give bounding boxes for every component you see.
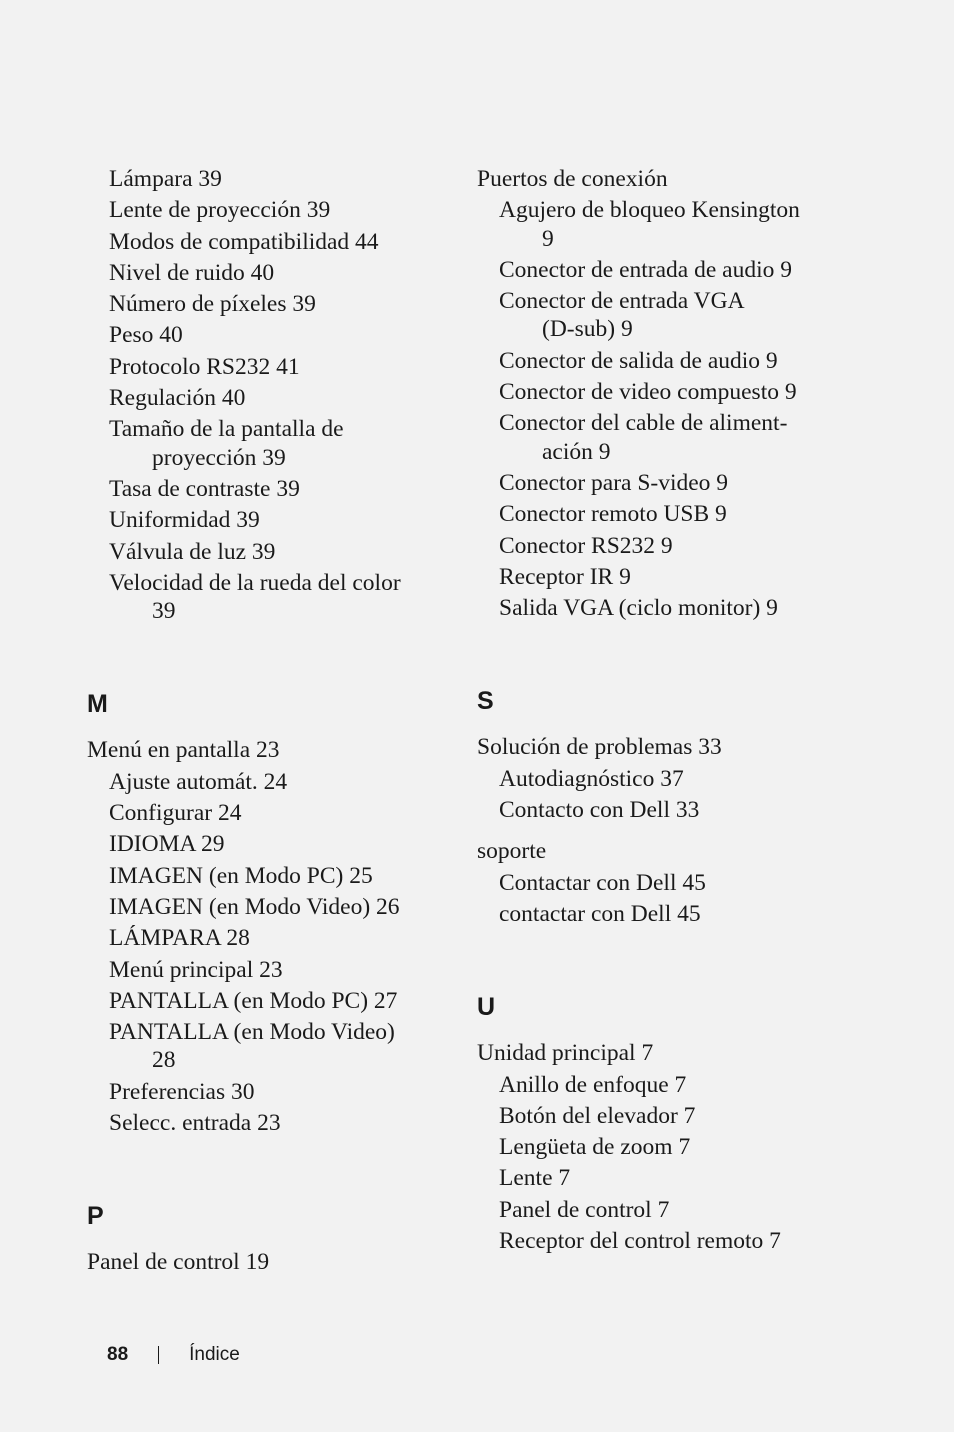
index-entry: soporte (477, 838, 547, 865)
index-subentry: Tamaño de la pantalla de (109, 416, 344, 443)
index-subentry: Selecc. entrada 23 (109, 1110, 281, 1137)
index-entry-continuation: proyección 39 (152, 444, 286, 471)
index-subentry: LÁMPARA 28 (109, 925, 250, 952)
index-entry-continuation: 9 (542, 225, 554, 252)
index-entry: Panel de control 19 (87, 1249, 270, 1276)
index-entry: Solución de problemas 33 (477, 734, 722, 761)
index-subentry: Conector para S-video 9 (499, 469, 729, 496)
index-subentry: Anillo de enfoque 7 (499, 1071, 687, 1098)
index-subentry: Menú principal 23 (109, 956, 283, 983)
index-subentry: Lengüeta de zoom 7 (499, 1134, 691, 1161)
index-subentry: Válvula de luz 39 (109, 538, 276, 565)
index-subentry: Conector de video compuesto 9 (499, 379, 797, 406)
index-subentry: contactar con Dell 45 (499, 900, 701, 927)
index-subentry: Nivel de ruido 40 (109, 259, 275, 286)
index-subentry: Botón del elevador 7 (499, 1102, 696, 1129)
index-letter-heading: S (477, 687, 494, 716)
index-subentry: PANTALLA (en Modo PC) 27 (109, 987, 398, 1014)
index-subentry: Salida VGA (ciclo monitor) 9 (499, 595, 778, 622)
index-subentry: Regulación 40 (109, 385, 246, 412)
index-letter-heading: M (87, 690, 108, 719)
index-subentry: PANTALLA (en Modo Video) (109, 1019, 395, 1046)
index-subentry: Conector de entrada VGA (499, 288, 745, 315)
index-subentry: Conector RS232 9 (499, 532, 673, 559)
index-subentry: Modos de compatibilidad 44 (109, 228, 379, 255)
index-subentry: IMAGEN (en Modo Video) 26 (109, 893, 400, 920)
index-entry-continuation: 28 (152, 1047, 176, 1074)
index-subentry: Uniformidad 39 (109, 507, 260, 534)
index-subentry: Conector del cable de aliment- (499, 410, 788, 437)
index-subentry: Ajuste automát. 24 (109, 768, 288, 795)
index-subentry: Velocidad de la rueda del color (109, 569, 401, 596)
index-subentry: Configurar 24 (109, 800, 242, 827)
index-subentry: IMAGEN (en Modo PC) 25 (109, 862, 373, 889)
index-subentry: Lente de proyección 39 (109, 197, 331, 224)
index-subentry: Conector de salida de audio 9 (499, 347, 778, 374)
index-subentry: Panel de control 7 (499, 1196, 670, 1223)
index-subentry: Receptor IR 9 (499, 563, 631, 590)
index-letter-heading: P (87, 1202, 104, 1231)
index-subentry: Tasa de contraste 39 (109, 475, 300, 502)
index-column-left (87, 164, 447, 1279)
page-footer (107, 1344, 240, 1366)
index-subentry: Conector de entrada de audio 9 (499, 256, 792, 283)
page-number: 88 (107, 1344, 129, 1365)
entry-gap (477, 826, 837, 836)
index-subentry: Número de píxeles 39 (109, 291, 316, 318)
index-subentry: Receptor del control remoto 7 (499, 1228, 781, 1255)
index-subentry: IDIOMA 29 (109, 831, 225, 858)
index-subentry: Peso 40 (109, 322, 183, 349)
index-subentry: Preferencias 30 (109, 1078, 255, 1105)
index-letter-heading: U (477, 993, 496, 1022)
index-entry-continuation: ación 9 (542, 438, 611, 465)
index-entry-continuation: (D-sub) 9 (542, 316, 633, 343)
index-subentry: Autodiagnóstico 37 (499, 765, 684, 792)
index-subentry: Protocolo RS232 41 (109, 353, 300, 380)
index-subentry: Contactar con Dell 45 (499, 869, 706, 896)
footer-divider (158, 1346, 159, 1364)
index-entry: Puertos de conexión (477, 166, 668, 192)
section-title: Índice (189, 1344, 240, 1365)
index-subentry: Lente 7 (499, 1165, 571, 1192)
index-subentry: Agujero de bloqueo Kensington (499, 197, 800, 224)
index-subentry: Contacto con Dell 33 (499, 797, 700, 824)
index-entry-continuation: 39 (152, 598, 176, 625)
index-entry: Menú en pantalla 23 (87, 737, 280, 764)
index-subentry: Lámpara 39 (109, 166, 222, 192)
index-column-right (477, 164, 837, 1257)
index-entry: Unidad principal 7 (477, 1040, 654, 1067)
index-subentry: Conector remoto USB 9 (499, 501, 727, 528)
